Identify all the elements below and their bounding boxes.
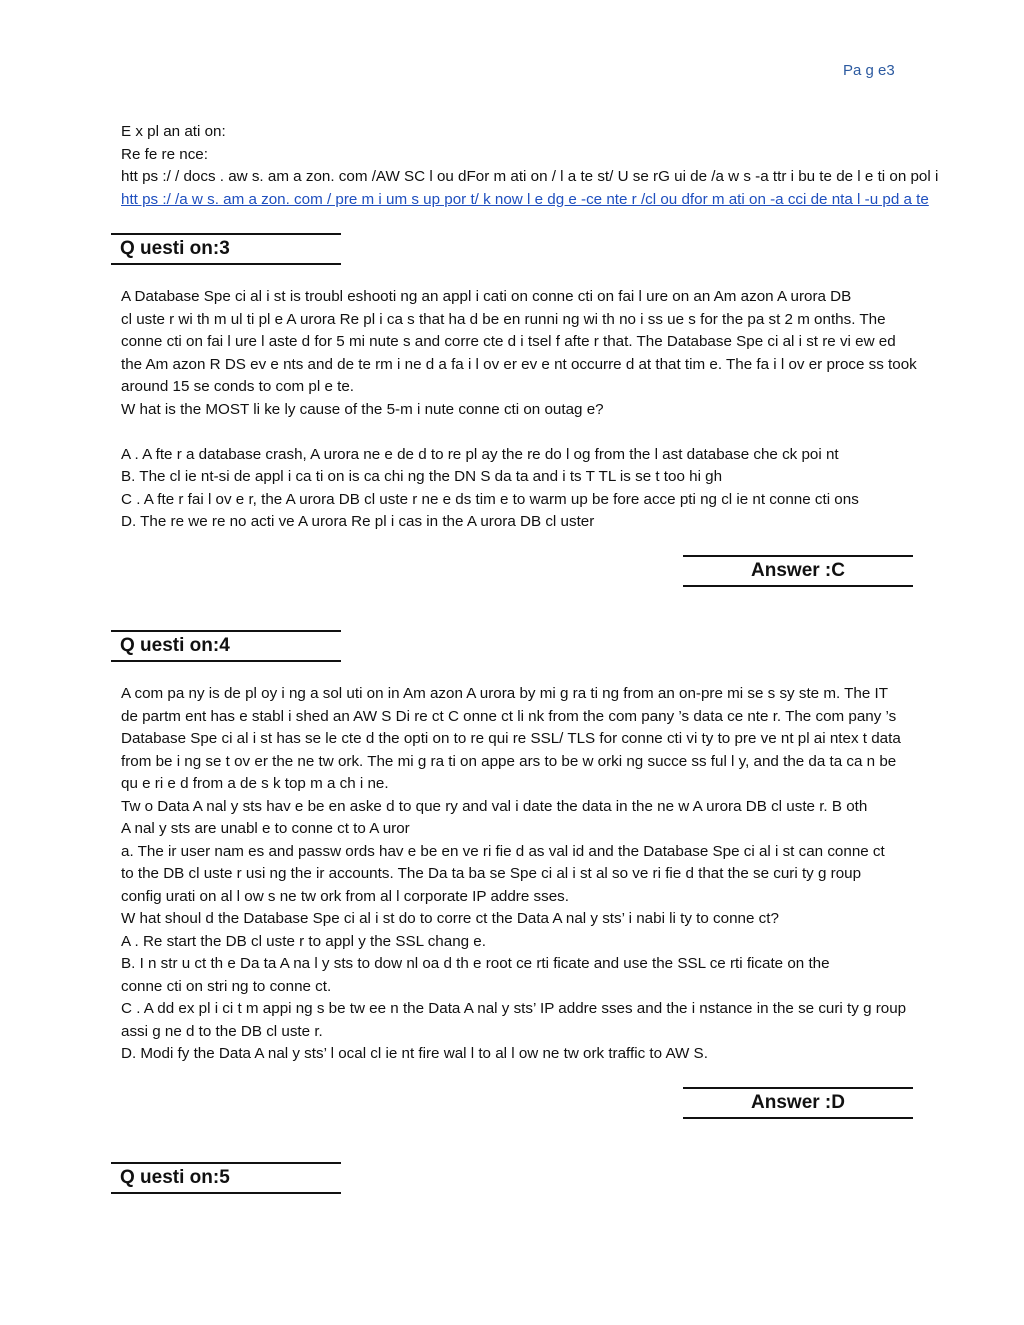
question-4-option-c-cont: assi g ne d to the DB cl uste r. <box>121 1022 323 1040</box>
question-3-option-c: C . A fte r fai l ov e r, the A urora DB cl uste r ne e ds tim e to warm up be fore acce pti ng cl ie nt conne cti ons <box>121 490 859 508</box>
question-4-title: Q uesti on:4 <box>120 635 230 656</box>
question-3-answer: Answer :C <box>751 560 845 581</box>
question-4-header <box>111 630 341 662</box>
question-3-option-b: B. The cl ie nt-si de appl i ca ti on is ca chi ng the DN S da ta and i ts T TL is se t too hi gh <box>121 468 723 485</box>
question-4-line: a. The ir user nam es and passw ords hav e be en ve ri fie d as val id and the Database Spe ci al i st can conne ct <box>121 842 885 860</box>
question-3-line <box>121 421 1021 444</box>
question-3-line: around 15 se conds to com pl e te. <box>121 378 355 395</box>
question-3-option-a: A . A fte r a database crash, A urora ne e de d to re pl ay the re do l og from the l ast database che ck poi nt <box>121 445 839 463</box>
question-4-answer-box <box>683 1087 913 1119</box>
explanation-section <box>121 121 1021 211</box>
question-4-line: Tw o Data A nal y sts hav e be en aske d to que ry and val i date the data in the ne w A urora DB cl uste r. B oth <box>121 797 868 815</box>
question-4-option-a: A . Re start the DB cl uste r to appl y the SSL chang e. <box>121 932 486 950</box>
question-4-line: Database Spe ci al i st has se le cte d the opti on to re qui re SSL/ TLS for conne cti vi ty to pre ve nt pl ai ntex t data <box>121 730 901 747</box>
question-3-answer-box <box>683 555 913 587</box>
question-3-header <box>111 233 341 265</box>
question-4-line: from be i ng se t ov er the ne tw ork. The mi g ra ti on appe ars to be w orki ng succe ss ful l y, and the da ta ca n be <box>121 752 897 770</box>
question-4-line: qu e ri e d from a de s k top m a ch i ne. <box>121 775 389 792</box>
question-5-header <box>111 1162 341 1194</box>
explanation-label: E x pl an ati on: <box>121 123 226 140</box>
question-4-line: to the DB cl uste r usi ng the ir accounts. The Da ta ba se Spe ci al i st al so ve ri fie d that the se curi ty g roup <box>121 865 862 882</box>
question-4-answer: Answer :D <box>751 1092 845 1113</box>
question-4-option-b: B. I n str u ct th e Da ta A na l y sts to dow nl oa d th e root ce rti ficate and use the SSL ce rti ficate on the <box>121 955 830 972</box>
question-4-option-c: C . A dd ex pl i ci t m appi ng s be tw ee n the Data A nal y sts’ IP addre sses and the i nstance in the se curi ty g roup <box>121 1000 907 1017</box>
question-3-title: Q uesti on:3 <box>120 238 230 259</box>
question-3-body <box>121 286 1021 534</box>
question-3-line: cl uste r wi th m ul ti pl e A urora Re pl i ca s that ha d be en runni ng wi th no i ss ue s for the pa st 2 m onths. The <box>121 310 886 328</box>
question-4-line: config urati on al l ow s ne tw ork from al l corporate IP addre sses. <box>121 887 569 905</box>
page-number: Pa g e3 <box>843 62 895 79</box>
question-4-option-b-cont: conne cti on stri ng to conne ct. <box>121 977 332 995</box>
question-3-line: A Database Spe ci al i st is troubl eshooti ng an appl i cati on conne cti on fai l ure on an Am azon A urora DB <box>121 288 852 305</box>
question-4-option-d: D. Modi fy the Data A nal y sts’ l ocal cl ie nt fire wal l to al l ow ne tw ork traffic to AW S. <box>121 1045 708 1062</box>
reference-url-1: htt ps :/ / docs . aw s. am a zon. com /AW SC l ou dFor m ati on / l a te st/ U se rG ui de /a w s -a ttr i bu te de l e ti on pol i <box>121 168 939 185</box>
reference-label: Re fe re nce: <box>121 145 208 163</box>
question-4-line: A com pa ny is de pl oy i ng a sol uti on in Am azon A urora by mi g ra ti ng from an on-pre mi se s sy ste m. The IT <box>121 685 889 702</box>
reference-link-2[interactable]: htt ps :/ /a w s. am a zon. com / pre m i um s up por t/ k now l e dg e -ce nte r /cl ou dfor m ati on -a cci de nta l -u pd a te <box>121 190 929 208</box>
question-3-line: W hat is the MOST li ke ly cause of the 5-m i nute conne cti on outag e? <box>121 400 604 418</box>
question-4-line: de partm ent has e stabl i shed an AW S Di re ct C onne ct li nk from the com pany ’s data ce nte r. The com pany ’s <box>121 707 897 725</box>
question-4-line: W hat shoul d the Database Spe ci al i st do to corre ct the Data A nal y sts’ i nabi li ty to conne ct? <box>121 910 779 927</box>
question-3-option-d: D. The re we re no acti ve A urora Re pl i cas in the A urora DB cl uster <box>121 513 595 530</box>
question-3-line: conne cti on fai l ure l aste d for 5 mi nute s and corre cte d i tsel f afte r that. The Database Spe ci al i st re vi ew ed <box>121 333 896 350</box>
question-5-title: Q uesti on:5 <box>120 1167 230 1188</box>
question-4-line: A nal y sts are unabl e to conne ct to A uror <box>121 820 410 837</box>
question-3-line: the Am azon R DS ev e nts and de te rm i ne d a fa i l ov er ev e nt occurre d at that tim e. The fa i l ov er proce ss took <box>121 355 917 373</box>
question-4-body <box>121 683 1021 1066</box>
